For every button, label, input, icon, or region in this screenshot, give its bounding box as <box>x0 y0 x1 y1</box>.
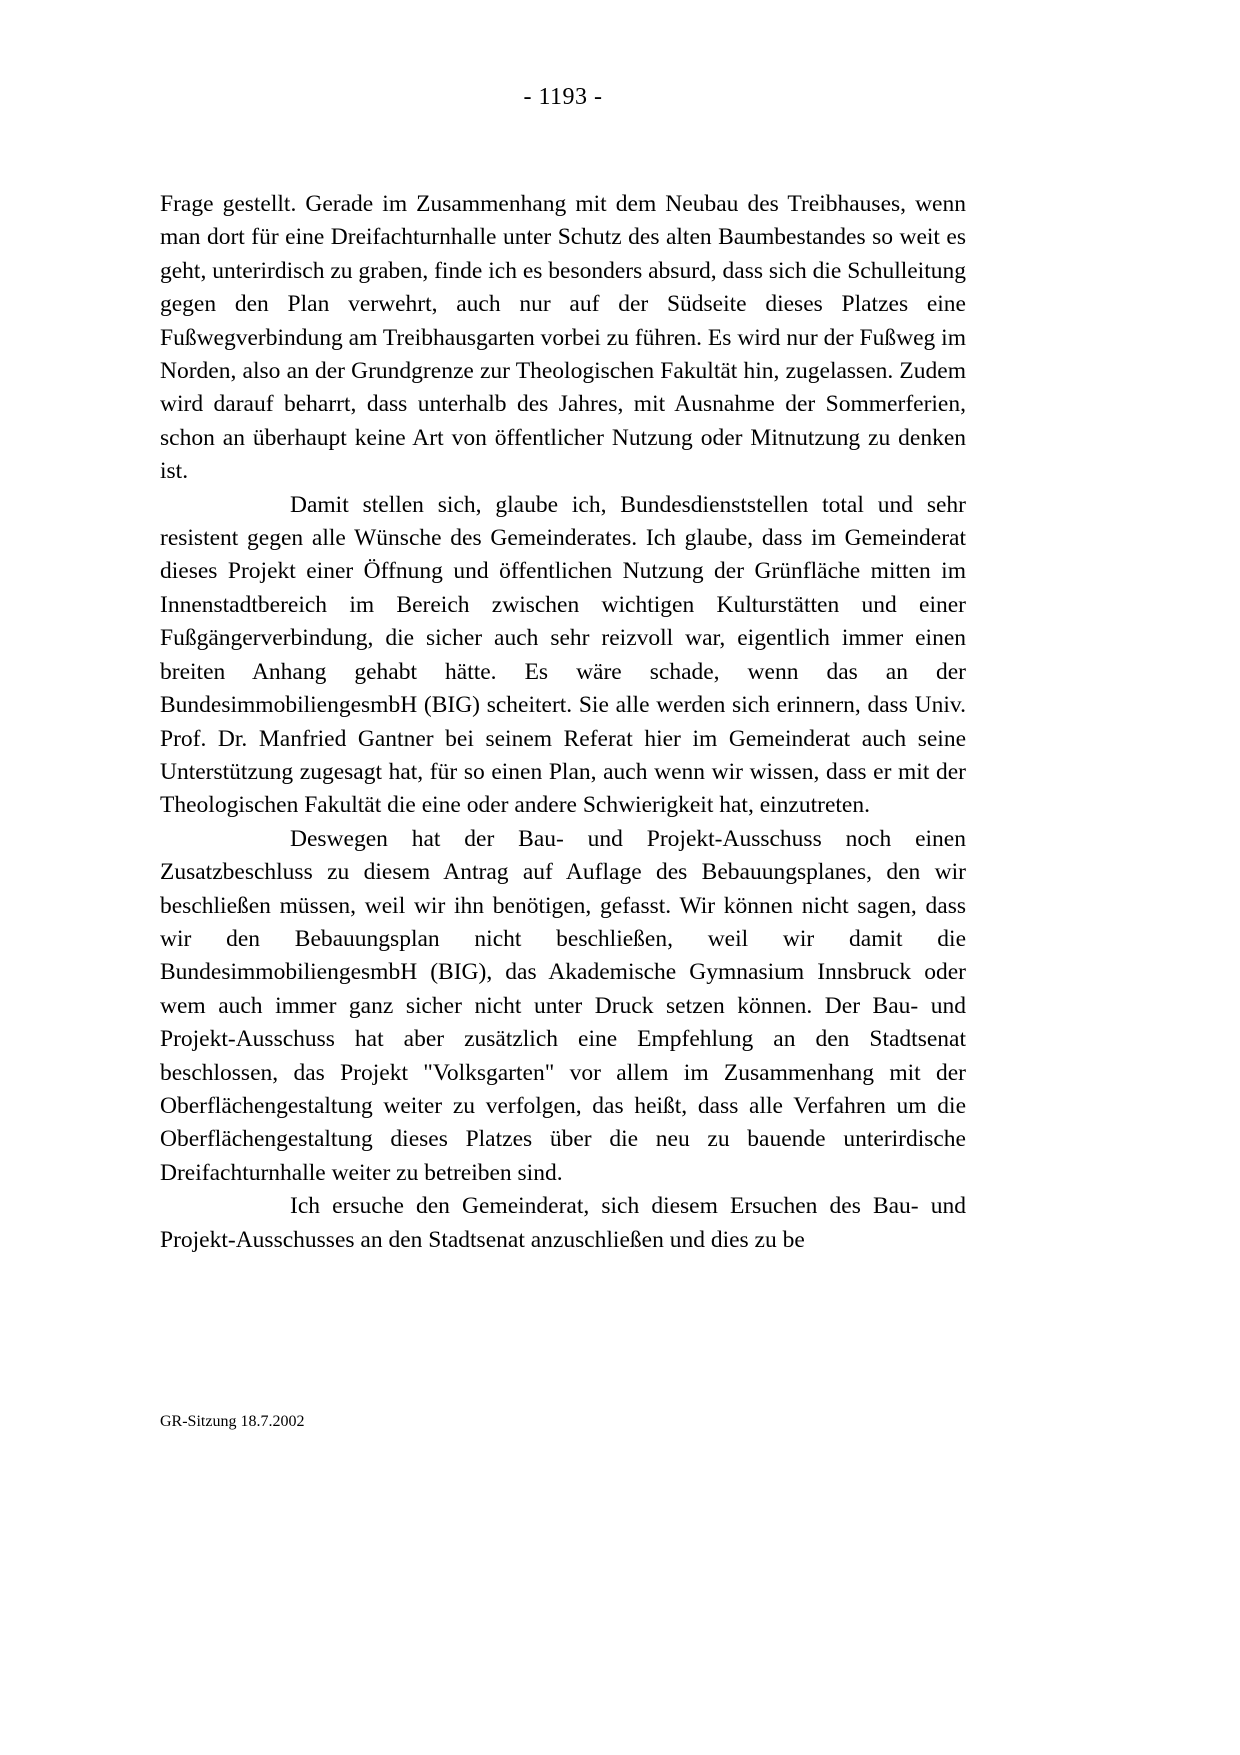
paragraph-2: Damit stellen sich, glaube ich, Bundesdienststellen total und sehr resistent gegen alle Wünsche des Gemeinderates. Ich glaube, dass im Gemeinderat dieses Projekt einer Öffnung und öffentlichen Nutzung der Grünfläche mitten im Innenstadtbereich im Bereich zwischen wichtigen Kulturstätten und einer Fußgängerverbindung, die sicher auch sehr reizvoll war, eigentlich immer einen breiten Anhang gehabt hätte. Es wäre schade, wenn das an der BundesimmobiliengesmbH (BIG) scheitert. Sie alle werden sich erinnern, dass Univ. Prof. Dr. Manfried Gantner bei seinem Referat hier im Gemeinderat auch seine Unterstützung zugesagt hat, für so einen Plan, auch wenn wir wissen, dass er mit der Theologischen Fakultät die eine oder andere Schwierigkeit hat, einzutreten. <box>160 491 966 819</box>
page-number: - 1193 - <box>523 84 603 110</box>
paragraph-3: Deswegen hat der Bau- und Projekt-Ausschuss noch einen Zusatzbeschluss zu diesem Antrag auf Auflage des Bebauungsplanes, den wir beschließen müssen, weil wir ihn benötigen, gefasst. Wir können nicht sagen, dass wir den Bebauungsplan nicht beschließen, weil wir damit die BundesimmobiliengesmbH (BIG), das Akademische Gymnasium Innsbruck oder wem auch immer ganz sicher nicht unter Druck setzen können. Der Bau- und Projekt-Ausschuss hat aber zusätzlich eine Empfehlung an den Stadtsenat beschlossen, das Projekt "Volksgarten" vor allem im Zusammenhang mit der Oberflächengestaltung weiter zu verfolgen, das heißt, dass alle Verfahren um die Oberflächengestaltung dieses Platzes über die neu zu bauende unterirdische Dreifachturnhalle weiter zu betreiben sind. <box>160 825 966 1186</box>
page-footer: GR-Sitzung 18.7.2002 <box>160 1413 305 1430</box>
paragraph-1: Frage gestellt. Gerade im Zusammenhang mit dem Neubau des Treibhauses, wenn man dort für eine Dreifachturnhalle unter Schutz des alten Baumbestandes so weit es geht, unterirdisch zu graben, finde ich es besonders absurd, dass sich die Schulleitung gegen den Plan verwehrt, auch nur auf der Südseite dieses Platzes eine Fußwegverbindung am Treibhausgarten vorbei zu führen. Es wird nur der Fußweg im Norden, also an der Grundgrenze zur Theologischen Fakultät hin, zugelassen. Zudem wird darauf beharrt, dass unterhalb des Jahres, mit Ausnahme der Sommerferien, schon an überhaupt keine Art von öffentlicher Nutzung oder Mitnutzung zu denken ist. <box>160 191 966 485</box>
document-body <box>160 188 966 1257</box>
paragraph-4: Ich ersuche den Gemeinderat, sich diesem Ersuchen des Bau- und Projekt-Ausschusses an den Stadtsenat anzuschließen und dies zu be <box>160 1193 966 1253</box>
